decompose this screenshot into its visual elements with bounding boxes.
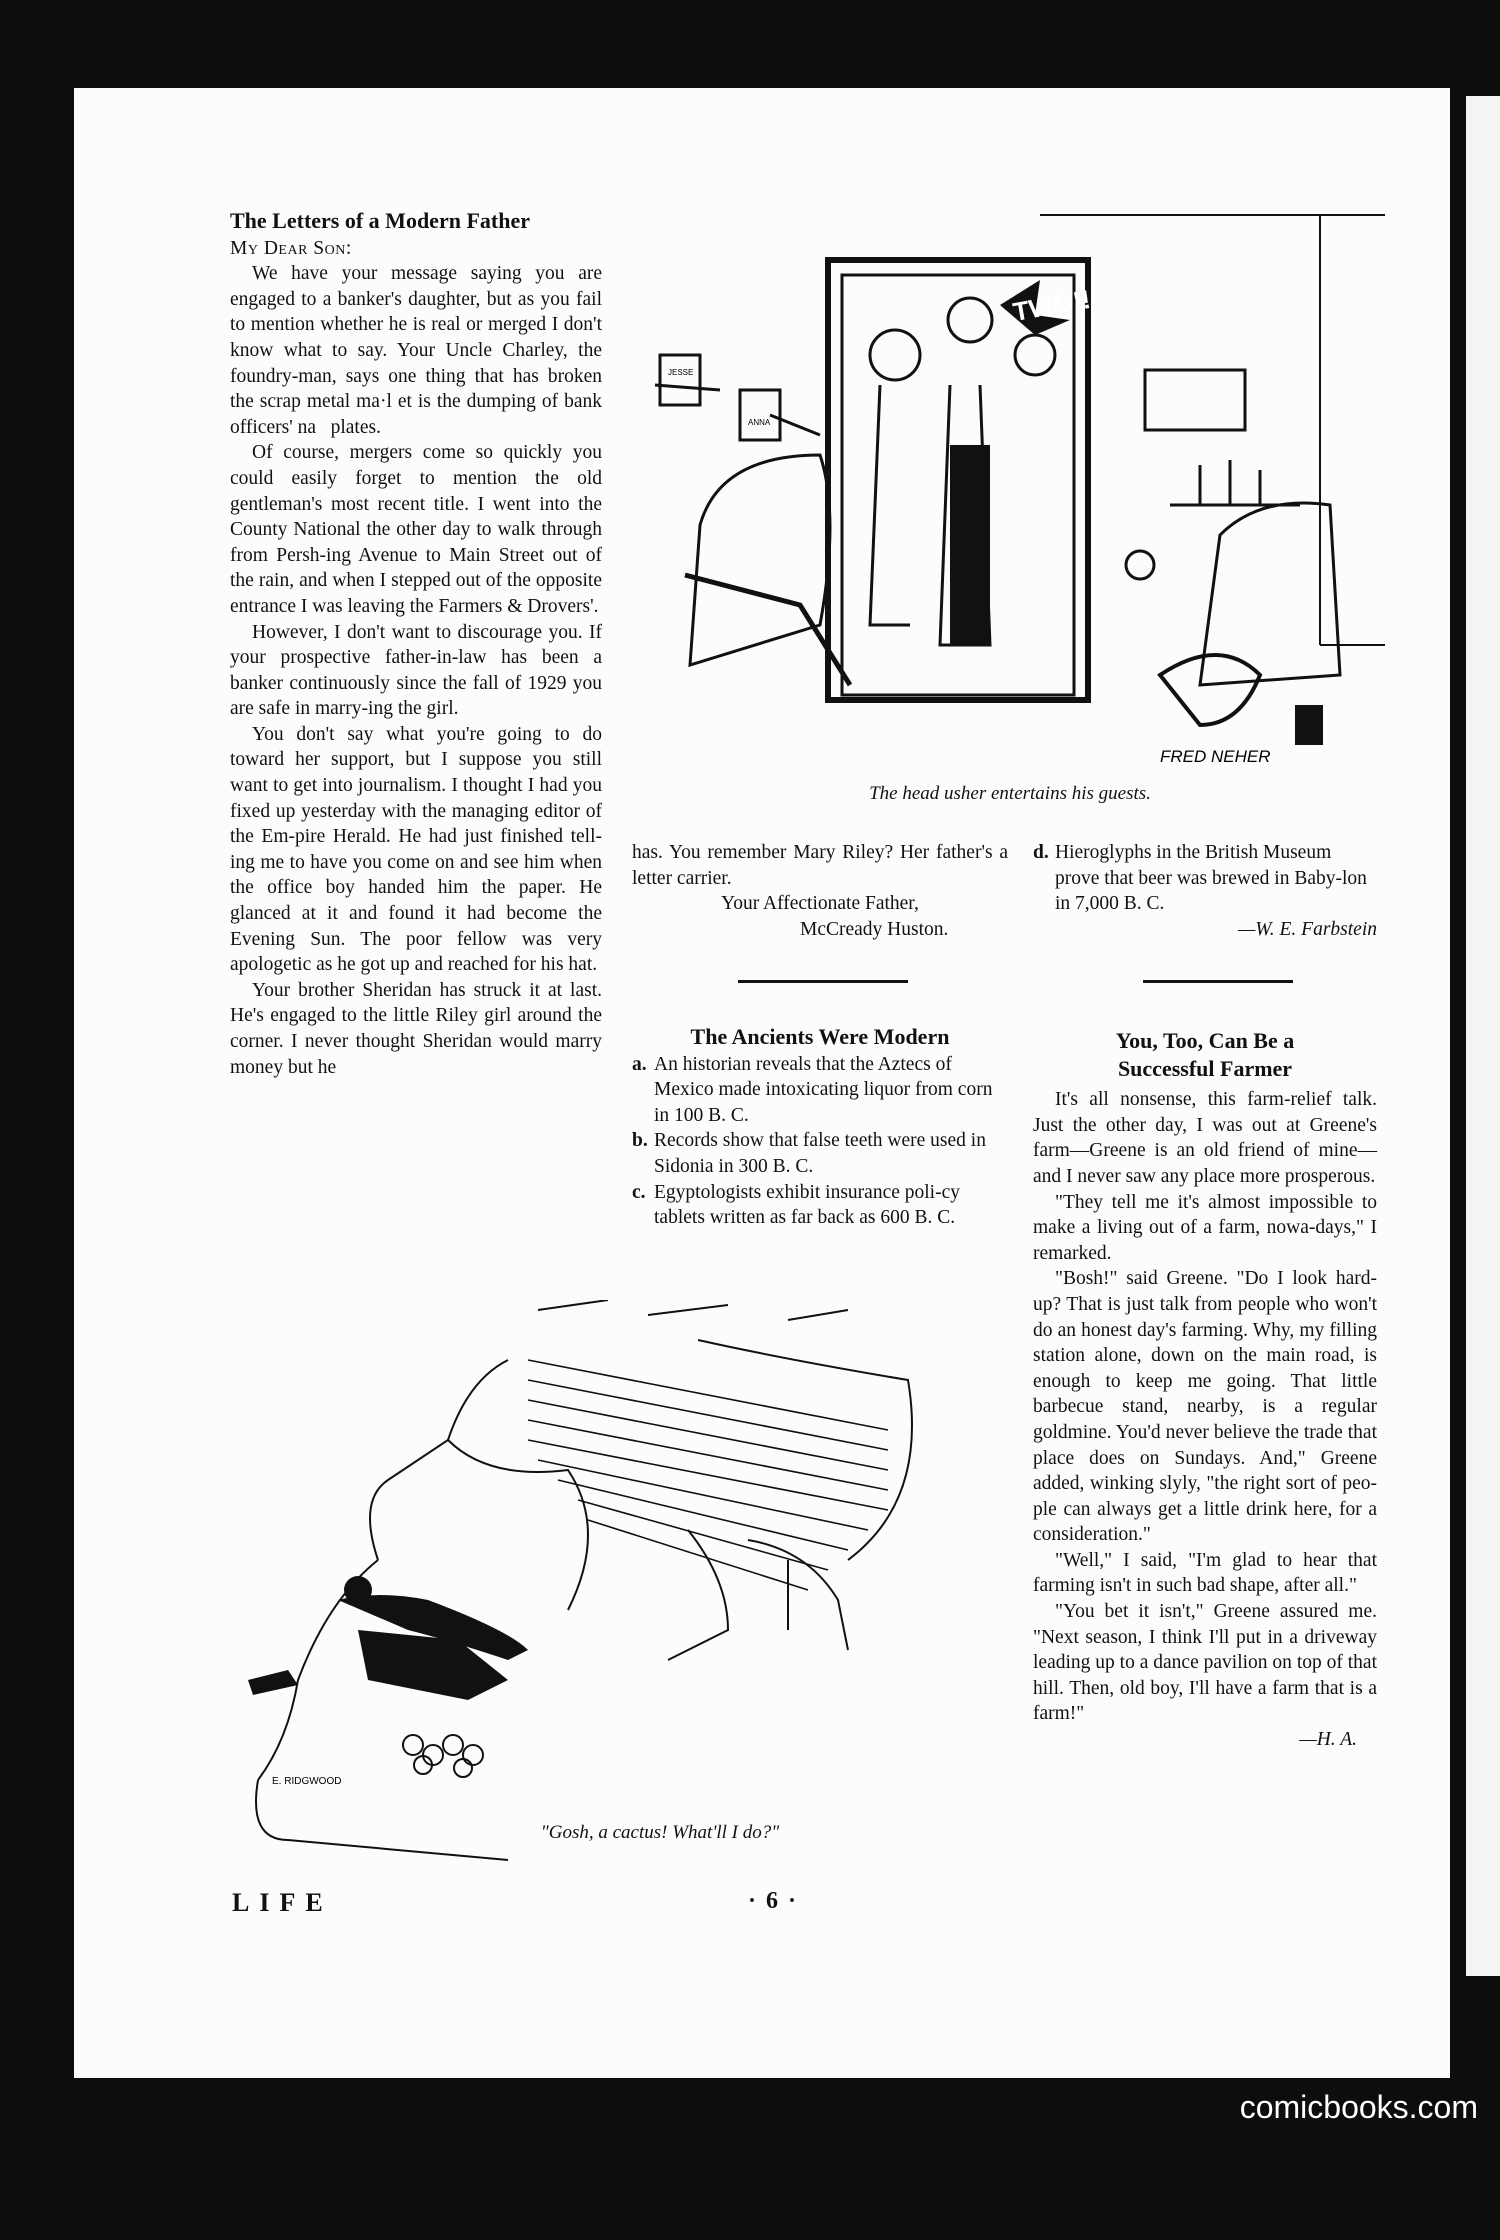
letters-salutation: My Dear Son: (230, 237, 352, 259)
cartoon2-caption: "Gosh, a cactus! What'll I do?" (540, 1822, 780, 1843)
picture-label-anna: ANNA (748, 418, 771, 427)
list-item: b. Records show that false teeth were used in Sidonia in 300 B. C. (632, 1130, 986, 1177)
list-item: a. An historian reveals that the Aztecs of Mexico made intoxicating liquor from corn in 100 B. C. (632, 1053, 993, 1126)
letters-paragraph: However, I don't want to discourage you. If your prospective father-in-law has been a banker continuously since the fall of 1929 you are safe in marry-ing the girl. (230, 621, 602, 720)
list-item: d. Hieroglyphs in the British Museum prove that beer was brewed in Baby-lon in 7,000 B. C. (1033, 842, 1367, 915)
cartoon2-signature: E. RIDGWOOD (272, 1776, 342, 1787)
magazine-name: LIFE (232, 1888, 333, 1917)
cartoon-head-usher (640, 205, 1390, 780)
letters-paragraph: We have your message saying you are engaged to a banker's daughter, but as you fail to mention whether he is real or merged I don't know what to say. Your Uncle Charley, the foundry-man, says one thing that has broken the scrap metal ma·l et is the dumping of bank officers' na plates. (230, 263, 602, 438)
ancients-continued-column (1033, 840, 1377, 942)
farmer-paragraph: "Well," I said, "I'm glad to hear that farming isn't in such bad shape, after all." (1033, 1549, 1377, 1597)
cartoon-cactus (228, 1300, 1018, 2240)
section-divider (738, 980, 908, 983)
picture-label-jesse: JESSE (668, 368, 694, 377)
farmer-paragraph: "They tell me it's almost impossible to make a living out of a farm, nowa-days," I remarked. (1033, 1191, 1377, 1264)
farmer-paragraph: "Bosh!" said Greene. "Do I look hard-up? That is just talk from people who won't do an honest day's farming. Why, my filling station alone, down on the main road, is enough to keep me going. That little barbecue stand, nearby, is a regular goldmine. You'd never believe the trade that place does on Sundays. And," Greene added, winking slyly, "the right sort of peo-ple can always get a little drink here, for a consideration." (1033, 1268, 1377, 1546)
ancients-title: The Ancients Were Modern (690, 1024, 950, 1049)
section-divider (1143, 980, 1293, 983)
letters-paragraph: Your brother Sheridan has struck it at last. He's engaged to the little Riley girl around the corner. I never thought Sheridan would marry money but he (230, 979, 602, 1078)
facing-page-edge (1466, 96, 1500, 1976)
letters-continuation: has. You remember Mary Riley? Her father's a letter carrier. (632, 842, 1008, 889)
letters-continuation-column (632, 840, 1008, 942)
letters-title: The Letters of a Modern Father (230, 208, 530, 233)
farmer-column (1033, 1028, 1377, 1753)
farmer-author: —H. A. (1299, 1729, 1357, 1751)
farmer-title-line1: You, Too, Can Be a (1115, 1028, 1295, 1053)
cartoon1-caption: The head usher entertains his guests. (869, 783, 1151, 804)
watermark: comicbooks.com (1239, 2089, 1478, 2125)
list-item: c. Egyptologists exhibit insurance poli-cy tablets written as far back as 600 B. C. (632, 1181, 960, 1229)
cartoon1-signature: FRED NEHER (1160, 747, 1271, 766)
farmer-title-line2: Successful Farmer (1117, 1055, 1293, 1081)
letters-author: McCready Huston. (800, 918, 949, 940)
page-number: · 6 · (748, 1888, 799, 1914)
letters-paragraph: Of course, mergers come so quickly you could easily forget to mention the old gentleman's most recent title. I went into the County National the other day to walk through from Persh-ing Avenue to Main Street out of the rain, and when I stepped out of the opposite entrance I was leaving the Farmers & Drovers'. (230, 442, 602, 617)
ancients-column (632, 1024, 1008, 1231)
farmer-paragraph: It's all nonsense, this farm-relief talk. Just the other day, I was out at Greene's farm—Greene is an old friend of mine—and I never saw any place more prosperous. (1033, 1089, 1377, 1187)
letters-column (230, 208, 602, 1080)
farmer-paragraph: "You bet it isn't," Greene assured me. "Next season, I think I'll put in a driveway leading up to a dance pavilion on top of that hill. Then, old boy, I'll have a farm that is a farm!" (1033, 1601, 1377, 1725)
speech-balloon-text: TWO!! (1010, 283, 1093, 327)
letters-paragraph: You don't say what you're going to do toward her support, but I suppose you still want to get into journalism. I thought I had you fixed up yesterday with the managing editor of the Em-pire Herald. He had just finished tell-ing me to have you come on and see him when the office boy handed him the paper. He glanced at it and found it had become the Evening Sun. The poor fellow was very apologetic as he got up and reached for his hat. (230, 723, 602, 976)
letters-closing: Your Affectionate Father, (721, 893, 919, 915)
ancients-author: —W. E. Farbstein (1237, 918, 1377, 940)
